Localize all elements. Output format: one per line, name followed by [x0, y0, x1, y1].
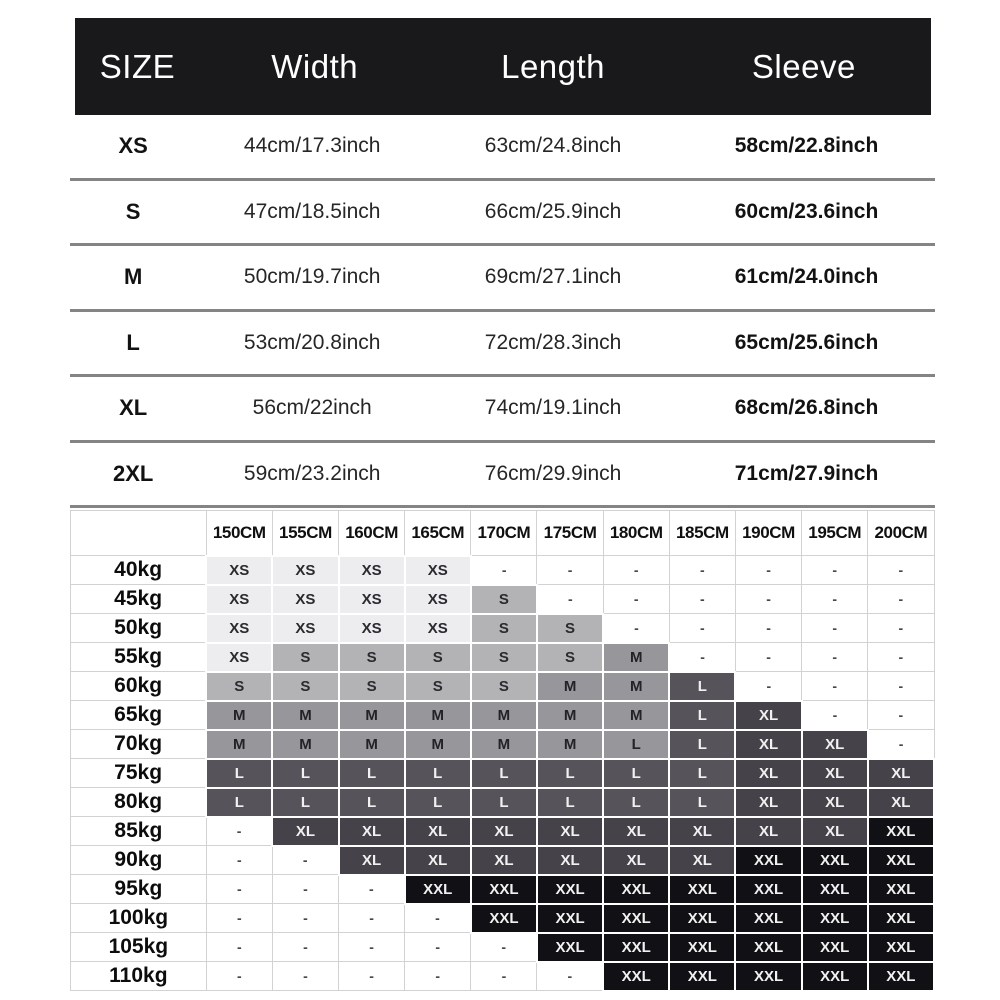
fit-cell: - — [405, 962, 471, 991]
size-value: 2XL — [112, 460, 154, 486]
fit-cell: XXL — [603, 875, 669, 904]
fit-cell: M — [537, 672, 603, 701]
fit-cell: S — [405, 643, 471, 672]
fit-cell: - — [471, 933, 537, 962]
fit-cell: S — [405, 672, 471, 701]
fit-cell: - — [735, 556, 801, 585]
fit-cell: - — [405, 904, 471, 933]
weight-label: 55kg — [71, 643, 207, 672]
fit-cell: XL — [735, 701, 801, 730]
fit-cell: XXL — [868, 962, 934, 991]
fit-cell: - — [405, 933, 471, 962]
length-value: 63cm/24.8inch — [484, 134, 622, 158]
weight-label: 85kg — [71, 817, 207, 846]
fit-cell: L — [537, 759, 603, 788]
fit-cell: L — [603, 788, 669, 817]
length-value: 76cm/29.9inch — [484, 461, 622, 485]
fit-cell: S — [471, 643, 537, 672]
size-value: XS — [118, 133, 148, 159]
weight-label: 50kg — [71, 614, 207, 643]
fit-cell: XS — [272, 585, 338, 614]
size-value: L — [126, 329, 140, 355]
fit-row — [71, 643, 935, 672]
fit-cell: M — [272, 701, 338, 730]
fit-cell: XL — [868, 759, 934, 788]
fit-cell: XL — [802, 788, 868, 817]
fit-cell: XL — [603, 846, 669, 875]
fit-cell: S — [471, 672, 537, 701]
fit-cell: XS — [272, 614, 338, 643]
sleeve-value: 61cm/24.0inch — [734, 265, 879, 289]
fit-row — [71, 962, 935, 991]
measure-row — [70, 312, 935, 378]
length-value: 74cm/19.1inch — [484, 396, 622, 420]
measure-row — [70, 115, 935, 181]
fit-cell: XL — [272, 817, 338, 846]
fit-cell: M — [537, 730, 603, 759]
fit-cell: - — [802, 556, 868, 585]
height-header: 200CM — [868, 511, 934, 556]
height-header: 150CM — [206, 511, 272, 556]
fit-cell: M — [603, 643, 669, 672]
fit-cell: XXL — [802, 933, 868, 962]
fit-cell: XXL — [802, 875, 868, 904]
height-header: 195CM — [802, 511, 868, 556]
sleeve-value: 65cm/25.6inch — [734, 330, 879, 354]
fit-cell: - — [206, 875, 272, 904]
fit-cell: XXL — [735, 846, 801, 875]
length-value: 72cm/28.3inch — [484, 330, 622, 354]
fit-cell: - — [735, 614, 801, 643]
weight-label: 75kg — [71, 759, 207, 788]
fit-cell: XXL — [735, 962, 801, 991]
fit-cell: XL — [339, 846, 405, 875]
fit-cell: - — [339, 904, 405, 933]
fit-cell: - — [537, 962, 603, 991]
fit-matrix-head — [71, 511, 935, 556]
fit-cell: XXL — [669, 904, 735, 933]
fit-cell: S — [272, 672, 338, 701]
fit-cell: XXL — [537, 904, 603, 933]
weight-label: 95kg — [71, 875, 207, 904]
fit-cell: XL — [669, 817, 735, 846]
fit-cell: XXL — [471, 904, 537, 933]
fit-cell: - — [206, 904, 272, 933]
fit-cell: L — [669, 730, 735, 759]
fit-cell: - — [868, 614, 934, 643]
fit-row — [71, 933, 935, 962]
fit-cell: XXL — [802, 846, 868, 875]
fit-cell: L — [669, 701, 735, 730]
weight-label: 70kg — [71, 730, 207, 759]
width-value: 59cm/23.2inch — [243, 461, 381, 485]
fit-cell: XL — [735, 759, 801, 788]
fit-cell: XL — [405, 817, 471, 846]
measurement-table — [70, 115, 935, 508]
fit-cell: - — [868, 730, 934, 759]
fit-cell: - — [802, 672, 868, 701]
width-value: 53cm/20.8inch — [243, 330, 381, 354]
weight-label: 90kg — [71, 846, 207, 875]
fit-cell: L — [272, 788, 338, 817]
fit-cell: - — [537, 585, 603, 614]
fit-cell: L — [272, 759, 338, 788]
fit-cell: S — [339, 643, 405, 672]
fit-cell: XXL — [603, 962, 669, 991]
height-header: 180CM — [603, 511, 669, 556]
weight-label: 65kg — [71, 701, 207, 730]
fit-cell: - — [868, 585, 934, 614]
fit-cell: XL — [735, 817, 801, 846]
fit-cell: - — [272, 962, 338, 991]
fit-cell: M — [603, 672, 669, 701]
fit-cell: XXL — [735, 933, 801, 962]
fit-row — [71, 875, 935, 904]
fit-cell: - — [868, 556, 934, 585]
fit-cell: XXL — [537, 933, 603, 962]
fit-cell: M — [471, 701, 537, 730]
height-header: 155CM — [272, 511, 338, 556]
height-header-row — [71, 511, 935, 556]
fit-matrix-table — [70, 510, 935, 992]
fit-cell: - — [669, 556, 735, 585]
sleeve-value: 60cm/23.6inch — [734, 199, 879, 223]
fit-cell: L — [339, 759, 405, 788]
fit-cell: M — [405, 730, 471, 759]
fit-cell: L — [471, 788, 537, 817]
fit-cell: S — [537, 643, 603, 672]
fit-cell: XXL — [669, 933, 735, 962]
fit-cell: - — [868, 643, 934, 672]
sleeve-value: 68cm/26.8inch — [734, 396, 879, 420]
height-header: 170CM — [471, 511, 537, 556]
fit-cell: - — [868, 701, 934, 730]
fit-cell: M — [272, 730, 338, 759]
fit-cell: L — [206, 788, 272, 817]
fit-cell: - — [206, 817, 272, 846]
fit-cell: XS — [405, 556, 471, 585]
fit-cell: - — [272, 933, 338, 962]
fit-cell: XL — [537, 846, 603, 875]
measure-row — [70, 377, 935, 443]
fit-cell: - — [802, 701, 868, 730]
measure-row — [70, 181, 935, 247]
fit-row — [71, 556, 935, 585]
fit-cell: XL — [339, 817, 405, 846]
fit-cell: - — [339, 933, 405, 962]
fit-cell: - — [537, 556, 603, 585]
fit-cell: M — [206, 730, 272, 759]
size-value: M — [123, 264, 143, 290]
fit-row — [71, 585, 935, 614]
size-value: XL — [119, 395, 148, 421]
fit-cell: - — [669, 614, 735, 643]
fit-cell: M — [405, 701, 471, 730]
fit-cell: M — [339, 730, 405, 759]
fit-cell: - — [471, 962, 537, 991]
height-header: 175CM — [537, 511, 603, 556]
fit-cell: S — [471, 614, 537, 643]
measure-row — [70, 246, 935, 312]
fit-cell: XL — [802, 730, 868, 759]
fit-cell: L — [471, 759, 537, 788]
fit-cell: XL — [868, 788, 934, 817]
fit-cell: L — [405, 788, 471, 817]
fit-cell: XS — [405, 585, 471, 614]
fit-row — [71, 817, 935, 846]
fit-cell: XL — [603, 817, 669, 846]
column-header-sleeve: Sleeve — [751, 47, 856, 85]
measure-row — [70, 443, 935, 509]
fit-cell: M — [206, 701, 272, 730]
fit-cell: XXL — [603, 933, 669, 962]
sleeve-value: 71cm/27.9inch — [734, 461, 879, 485]
corner-cell — [71, 511, 207, 556]
fit-cell: XXL — [868, 933, 934, 962]
weight-label: 105kg — [71, 933, 207, 962]
fit-cell: - — [471, 556, 537, 585]
fit-cell: - — [802, 614, 868, 643]
fit-cell: S — [206, 672, 272, 701]
fit-row — [71, 904, 935, 933]
fit-cell: XL — [802, 759, 868, 788]
size-chart-header — [75, 18, 931, 115]
fit-cell: - — [603, 585, 669, 614]
fit-cell: - — [735, 672, 801, 701]
fit-cell: L — [669, 788, 735, 817]
fit-cell: M — [603, 701, 669, 730]
fit-cell: XXL — [802, 904, 868, 933]
size-value: S — [125, 198, 141, 224]
fit-cell: XL — [802, 817, 868, 846]
fit-cell: XL — [735, 788, 801, 817]
fit-cell: - — [272, 904, 338, 933]
fit-cell: - — [669, 643, 735, 672]
fit-cell: L — [206, 759, 272, 788]
fit-cell: XXL — [868, 817, 934, 846]
fit-row — [71, 730, 935, 759]
fit-cell: XXL — [471, 875, 537, 904]
fit-cell: L — [669, 759, 735, 788]
weight-label: 100kg — [71, 904, 207, 933]
fit-cell: XXL — [669, 875, 735, 904]
column-header-length: Length — [501, 47, 606, 85]
fit-cell: XXL — [537, 875, 603, 904]
height-header: 185CM — [669, 511, 735, 556]
fit-cell: XS — [339, 556, 405, 585]
fit-row — [71, 614, 935, 643]
length-value: 69cm/27.1inch — [484, 265, 622, 289]
fit-cell: L — [669, 672, 735, 701]
fit-cell: - — [802, 643, 868, 672]
fit-cell: L — [339, 788, 405, 817]
width-value: 50cm/19.7inch — [243, 265, 381, 289]
fit-cell: - — [206, 962, 272, 991]
fit-cell: - — [206, 933, 272, 962]
fit-cell: XS — [405, 614, 471, 643]
weight-label: 40kg — [71, 556, 207, 585]
fit-cell: XXL — [868, 846, 934, 875]
column-header-size: SIZE — [99, 47, 176, 85]
width-value: 47cm/18.5inch — [243, 199, 381, 223]
fit-cell: - — [272, 846, 338, 875]
fit-cell: XXL — [735, 875, 801, 904]
fit-cell: XXL — [868, 875, 934, 904]
fit-cell: XS — [206, 556, 272, 585]
fit-cell: XS — [206, 643, 272, 672]
fit-cell: L — [405, 759, 471, 788]
fit-cell: XL — [669, 846, 735, 875]
fit-cell: XL — [471, 817, 537, 846]
fit-cell: XL — [537, 817, 603, 846]
fit-matrix-body — [71, 556, 935, 991]
height-header: 190CM — [735, 511, 801, 556]
weight-label: 45kg — [71, 585, 207, 614]
fit-cell: XL — [735, 730, 801, 759]
fit-cell: - — [802, 585, 868, 614]
height-header: 160CM — [339, 511, 405, 556]
fit-cell: XXL — [735, 904, 801, 933]
width-value: 44cm/17.3inch — [243, 134, 381, 158]
fit-cell: M — [471, 730, 537, 759]
fit-cell: XXL — [405, 875, 471, 904]
fit-cell: - — [603, 614, 669, 643]
fit-cell: L — [537, 788, 603, 817]
fit-cell: - — [603, 556, 669, 585]
length-value: 66cm/25.9inch — [484, 199, 622, 223]
fit-row — [71, 701, 935, 730]
fit-cell: XL — [405, 846, 471, 875]
fit-cell: XL — [471, 846, 537, 875]
fit-cell: - — [735, 585, 801, 614]
fit-row — [71, 759, 935, 788]
fit-cell: S — [471, 585, 537, 614]
fit-row — [71, 788, 935, 817]
fit-cell: S — [339, 672, 405, 701]
fit-cell: L — [603, 730, 669, 759]
fit-cell: XS — [206, 585, 272, 614]
fit-cell: L — [603, 759, 669, 788]
fit-row — [71, 846, 935, 875]
fit-cell: - — [339, 962, 405, 991]
fit-cell: XS — [272, 556, 338, 585]
fit-cell: XXL — [603, 904, 669, 933]
column-header-width: Width — [271, 47, 359, 85]
sleeve-value: 58cm/22.8inch — [734, 134, 879, 158]
fit-cell: - — [735, 643, 801, 672]
width-value: 56cm/22inch — [252, 396, 372, 420]
fit-cell: M — [339, 701, 405, 730]
fit-cell: - — [272, 875, 338, 904]
fit-cell: XXL — [868, 904, 934, 933]
fit-cell: - — [669, 585, 735, 614]
fit-row — [71, 672, 935, 701]
fit-cell: XS — [339, 585, 405, 614]
fit-cell: S — [537, 614, 603, 643]
fit-cell: XS — [206, 614, 272, 643]
fit-cell: M — [537, 701, 603, 730]
fit-cell: S — [272, 643, 338, 672]
weight-label: 110kg — [71, 962, 207, 991]
fit-cell: - — [206, 846, 272, 875]
fit-cell: - — [868, 672, 934, 701]
fit-cell: XXL — [802, 962, 868, 991]
weight-label: 60kg — [71, 672, 207, 701]
fit-cell: XS — [339, 614, 405, 643]
weight-label: 80kg — [71, 788, 207, 817]
fit-cell: - — [339, 875, 405, 904]
fit-cell: XXL — [669, 962, 735, 991]
height-header: 165CM — [405, 511, 471, 556]
